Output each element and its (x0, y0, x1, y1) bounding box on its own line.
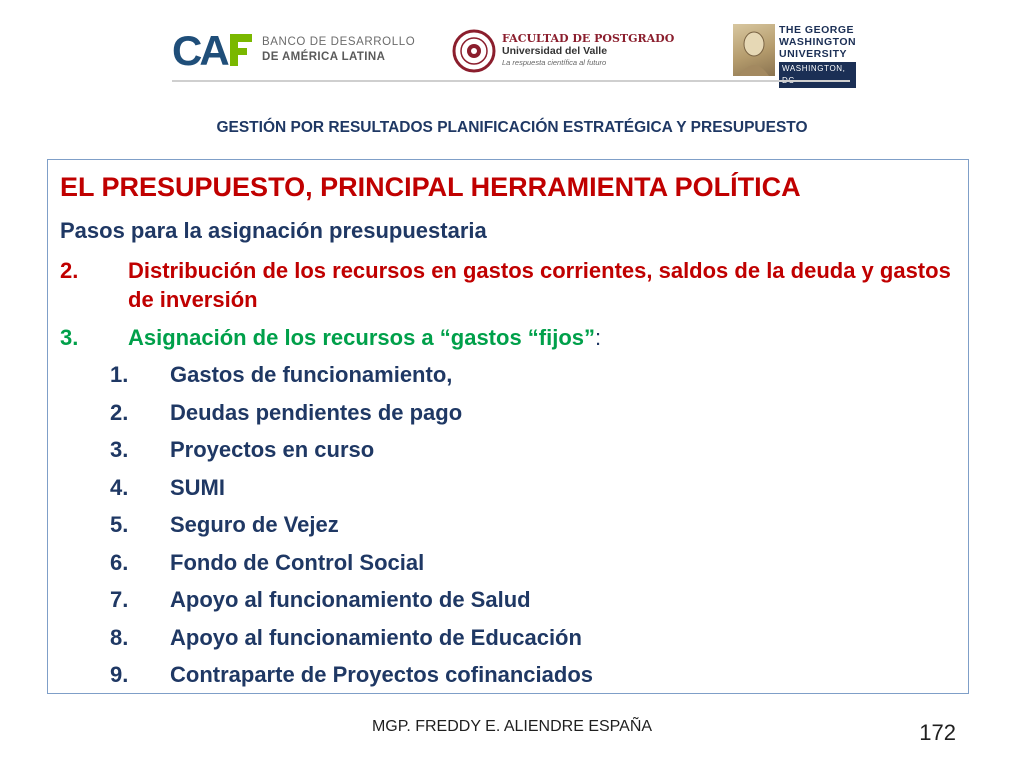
list-item-text: Apoyo al funcionamiento de Salud (170, 587, 531, 612)
list-item (110, 435, 950, 473)
caf-mark (172, 30, 252, 70)
gwu-line2: WASHINGTON (779, 36, 857, 48)
caf-logo (172, 26, 415, 74)
list-item (110, 585, 950, 623)
step-text: Distribución de los recursos en gastos corrientes, saldos de la deuda y gastos de inversión (128, 258, 951, 312)
list-item (110, 623, 950, 661)
list-item-text: Gastos de funcionamiento, (170, 362, 453, 387)
gwu-line1: THE GEORGE (779, 24, 855, 36)
step-number: 3. (60, 325, 79, 350)
list-item-number: 9. (110, 662, 129, 687)
univalle-logo (452, 27, 677, 75)
gwu-text (779, 24, 856, 80)
list-item-text: Fondo de Control Social (170, 549, 425, 575)
caf-mark-graphic (172, 30, 252, 70)
list-item-text: Proyectos en curso (170, 437, 375, 462)
step-text: Asignación de los recursos a “gastos “fijos” (128, 325, 596, 350)
list-item-number: 2. (110, 399, 129, 425)
slide-number: 172 (919, 720, 956, 745)
gwu-line3: UNIVERSITY (779, 48, 848, 60)
footer-author: MGP. FREDDY E. ALIENDRE ESPAÑA (371, 718, 653, 735)
list-item-text: Seguro de Vejez (170, 512, 339, 537)
list-item (110, 473, 950, 511)
list-item-number: 7. (110, 587, 129, 612)
univalle-seal-icon (452, 29, 496, 73)
list-item-number: 8. (110, 624, 129, 650)
step-number: 2. (60, 258, 79, 283)
univalle-tagline: La respuesta científica al futuro (502, 58, 607, 67)
caf-text (262, 35, 415, 65)
gwu-logo (733, 24, 857, 80)
step-colon: : (595, 325, 602, 350)
list-item-number: 4. (110, 474, 129, 500)
step-text-wrap (128, 323, 958, 352)
list-item-text: Contraparte de Proyectos cofinanciados (170, 662, 593, 687)
slide-title: EL PRESUPUESTO, PRINCIPAL HERRAMIENTA POLÍTICA (60, 172, 801, 202)
list-item-text: Deudas pendientes de pago (170, 399, 463, 425)
univalle-facultad: FACULTAD DE POSTGRADO (502, 32, 675, 45)
caf-line1: BANCO DE DESARROLLO (262, 36, 416, 48)
fixed-expenses-list (110, 360, 950, 698)
slide-subtitle: GESTIÓN POR RESULTADOS PLANIFICACIÓN ESTRATÉGICA Y PRESUPUESTO (216, 119, 808, 136)
list-item (110, 548, 950, 586)
section-heading: Pasos para la asignación presupuestaria (60, 218, 487, 243)
univalle-text (502, 33, 674, 69)
list-item (110, 360, 950, 398)
list-item (110, 660, 950, 698)
gwu-portrait-icon (733, 24, 775, 76)
list-item-number: 1. (110, 362, 129, 387)
svg-text:CA: CA (172, 30, 227, 70)
header-divider (172, 80, 850, 82)
univalle-name: Universidad del Valle (502, 45, 608, 57)
list-item-text: Apoyo al funcionamiento de Educación (170, 624, 582, 650)
list-item-text: SUMI (170, 474, 225, 500)
list-item-number: 5. (110, 512, 129, 537)
list-item-number: 6. (110, 549, 129, 575)
list-item (110, 510, 950, 548)
caf-line2: DE AMÉRICA LATINA (262, 51, 386, 63)
content-box (47, 159, 969, 694)
list-item-number: 3. (110, 437, 129, 462)
list-item (110, 398, 950, 436)
gwu-city: WASHINGTON, (779, 62, 856, 88)
